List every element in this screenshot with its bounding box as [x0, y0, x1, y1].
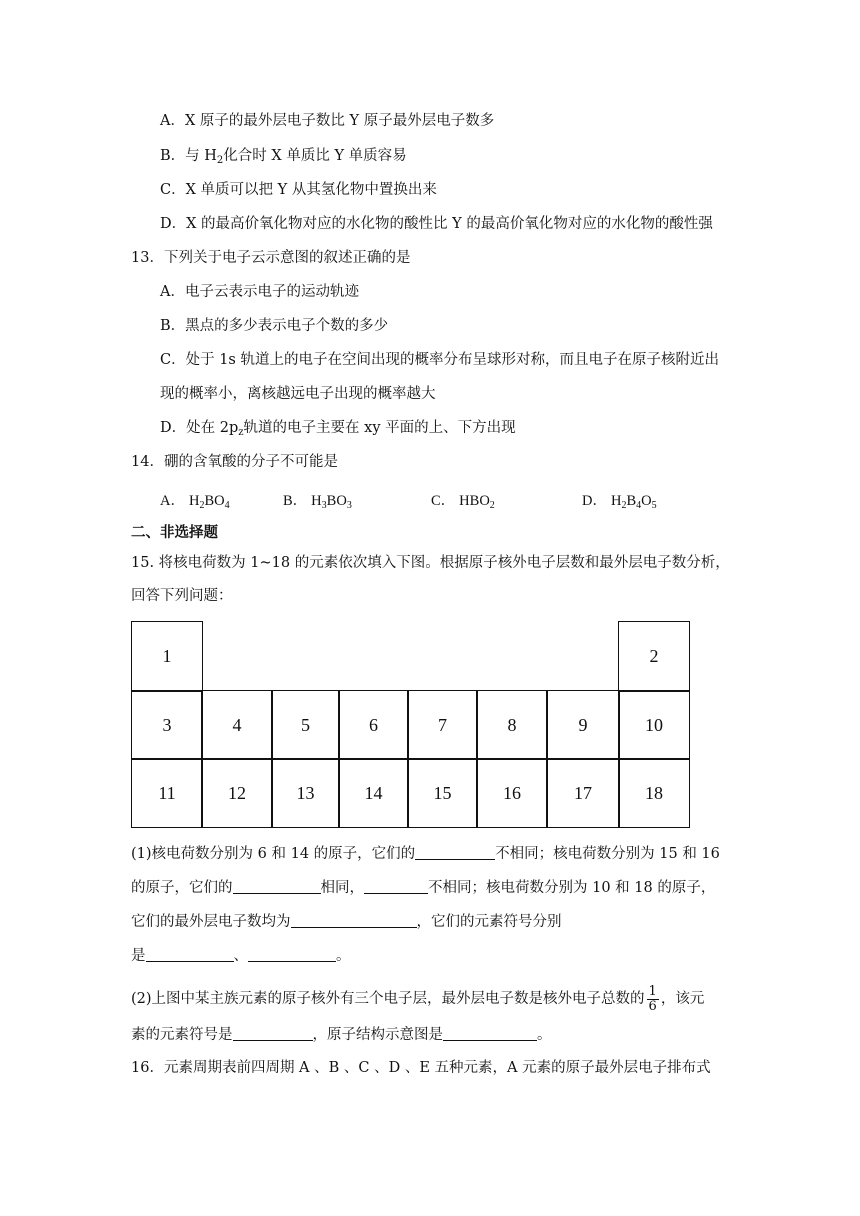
grid-cell: 5 [271, 690, 340, 760]
answer-blank[interactable] [443, 1026, 537, 1041]
q12-option-a: A．X 原子的最外层电子数比 Y 原子最外层电子数多 [160, 113, 495, 129]
grid-cell: 10 [618, 690, 690, 760]
answer-blank[interactable] [415, 845, 495, 860]
answer-blank[interactable] [364, 879, 428, 894]
grid-cell: 11 [131, 758, 203, 828]
answer-blank[interactable] [233, 879, 321, 894]
q13-option-d: D．处在 $2p_z$轨道的电子主要在 xy 平面的上、下方出现 [160, 420, 516, 438]
answer-blank[interactable] [248, 947, 336, 962]
q13-stem: 13．下列关于电子云示意图的叙述正确的是 [131, 250, 411, 266]
fraction: $\frac{1}{6}$ [648, 983, 657, 1014]
grid-cell: 2 [618, 621, 690, 692]
q14-option-b: B． $H_3BO_3$ [283, 493, 352, 511]
grid-cell: 17 [546, 758, 620, 828]
q15-part1-line4: 是 、 。 [131, 948, 351, 964]
grid-cell: 14 [338, 758, 409, 828]
q12-option-d: D．X 的最高价氧化物对应的水化物的酸性比 Y 的最高价氧化物对应的水化物的酸性强 [160, 216, 713, 232]
q14-stem: 14．硼的含氧酸的分子不可能是 [131, 454, 338, 470]
grid-cell: 4 [201, 690, 273, 760]
q15-part1-line2: 的原子，它们的 相同， 不相同；核电荷数分别为 10 和 18 的原子， [131, 880, 716, 896]
q14-option-a: A． $H_2BO_4$ [160, 493, 230, 511]
grid-cell: 12 [201, 758, 273, 828]
grid-cell: 1 [131, 621, 203, 692]
grid-cell: 18 [618, 758, 690, 828]
answer-blank[interactable] [146, 947, 234, 962]
q14-option-c: C． $HBO_2$ [431, 493, 495, 511]
grid-cell: 8 [476, 690, 548, 760]
q15-part1-line1: (1)核电荷数分别为 6 和 14 的原子，它们的 不相同；核电荷数分别为 15 和 16 [131, 846, 720, 862]
q14-option-d: D． $H_2B_4O_5$ [582, 493, 657, 511]
q13-option-b: B．黑点的多少表示电子个数的多少 [160, 318, 389, 334]
q15-stem-line1: 15. 将核电荷数为 1~18 的元素依次填入下图。根据原子核外电子层数和最外层电子数分析， [131, 555, 730, 571]
q13-option-c-line2: 现的概率小，离核越远电子出现的概率越大 [160, 386, 436, 402]
q15-part2-line1: (2)上图中某主族元素的原子核外有三个电子层，最外层电子数是核外电子总数的 $\frac{1}{6}$ ，该元 [131, 983, 705, 1014]
answer-blank[interactable] [291, 913, 417, 928]
q15-part2-line2: 素的元素符号是 ，原子结构示意图是 。 [131, 1027, 552, 1043]
grid-cell: 15 [407, 758, 478, 828]
answer-blank[interactable] [233, 1026, 313, 1041]
grid-cell: 9 [546, 690, 620, 760]
grid-cell: 3 [131, 690, 203, 760]
grid-cell: 13 [271, 758, 340, 828]
grid-cell: 16 [476, 758, 548, 828]
q15-part1-line3: 它们的最外层电子数均为 ，它们的元素符号分别 [131, 914, 562, 930]
q15-stem-line2: 回答下列问题： [131, 588, 233, 604]
q12-option-b: B．与 $H_2$化合时 X 单质比 Y 单质容易 [160, 148, 407, 166]
q16-stem: 16．元素周期表前四周期 A 、B 、C 、D 、E 五种元素，A 元素的原子最外层电子排布式 [131, 1060, 711, 1076]
section-heading: 二、非选择题 [131, 524, 218, 541]
grid-cell: 7 [407, 690, 478, 760]
grid-cell: 6 [338, 690, 409, 760]
q13-option-c-line1: C．处于 1s 轨道上的电子在空间出现的概率分布呈球形对称，而且电子在原子核附近出 [160, 352, 719, 368]
q12-option-c: C．X 单质可以把 Y 从其氢化物中置换出来 [160, 182, 437, 198]
q13-option-a: A．电子云表示电子的运动轨迹 [160, 284, 359, 300]
